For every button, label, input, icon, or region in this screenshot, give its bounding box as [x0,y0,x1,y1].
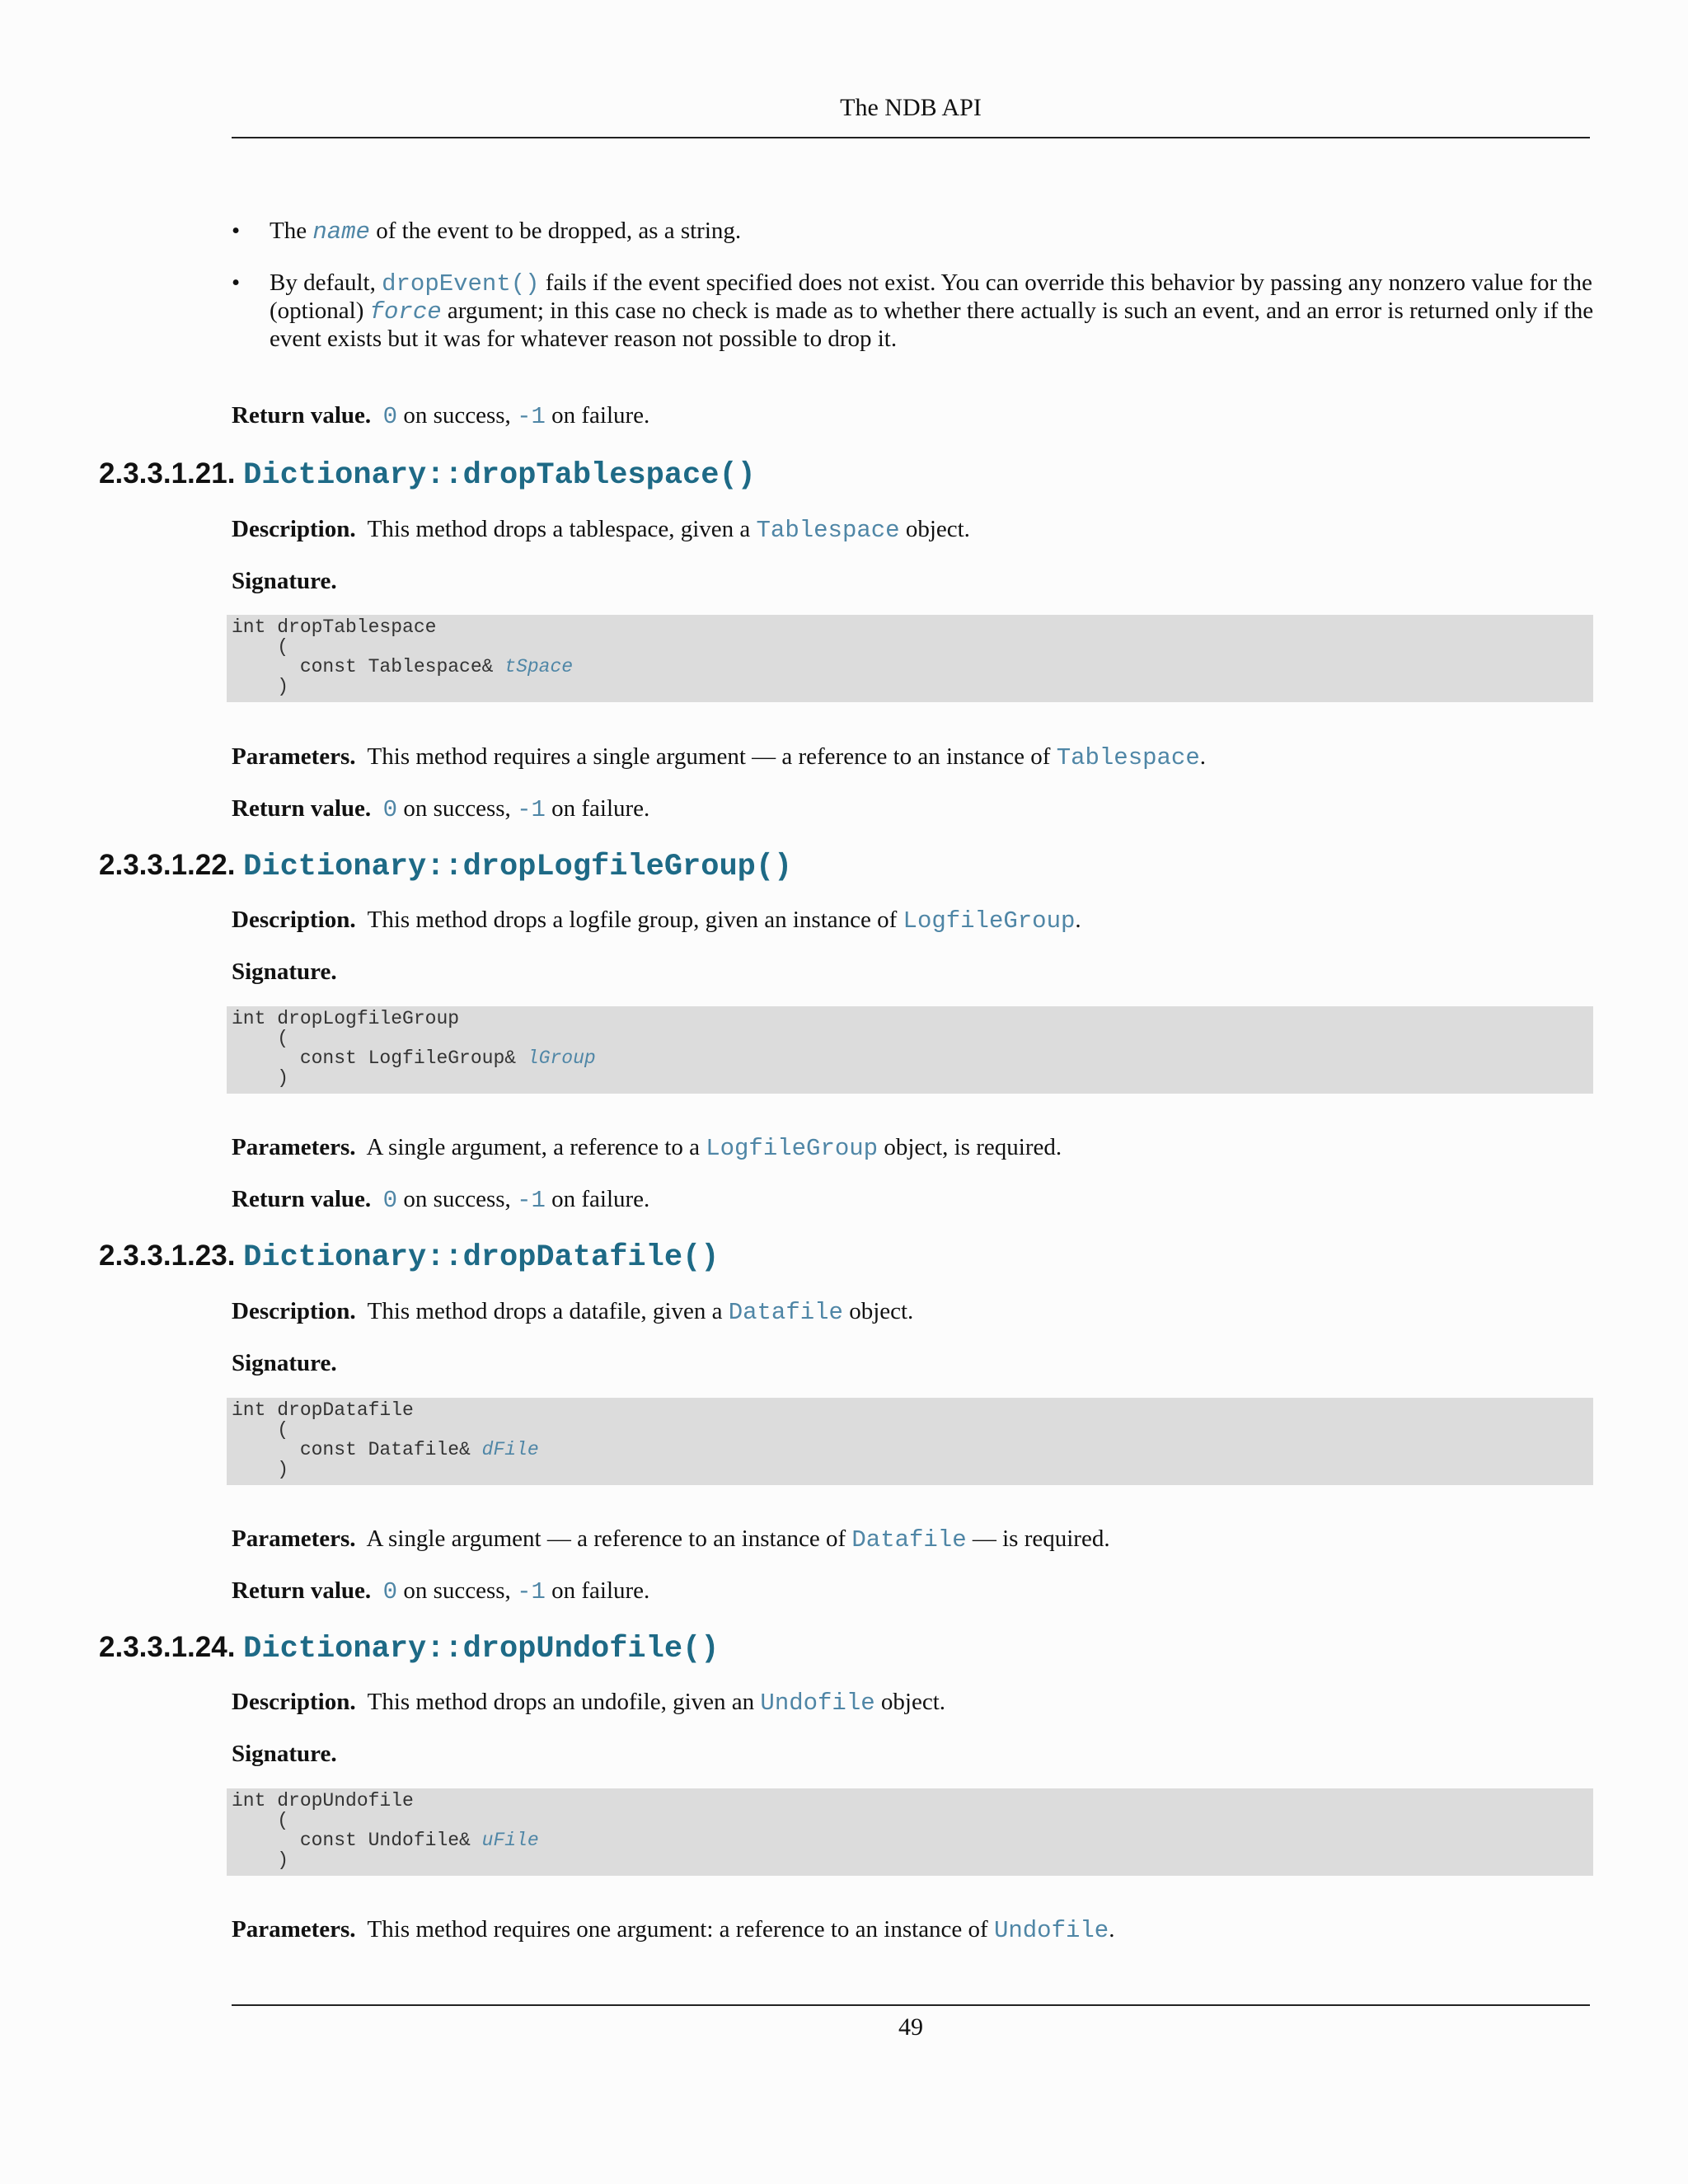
code-block: int dropDatafile ( const Datafile& dFile ) [227,1398,1593,1485]
code-link[interactable]: LogfileGroup [903,907,1076,935]
section-heading: 2.3.3.1.23. Dictionary::dropDatafile() [99,1240,720,1275]
section-heading: 2.3.3.1.21. Dictionary::dropTablespace() [99,457,756,493]
bullet-icon: • [232,269,241,296]
bullet-list [232,218,1600,377]
code-block: int dropUndofile ( const Undofile& uFile ) [227,1788,1593,1876]
page-number: 49 [898,2013,923,2041]
signature-label: Signature. [232,958,337,985]
header-rule [232,137,1590,138]
parameters-paragraph: Parameters. A single argument — a reference to an instance of Datafile — is required. [232,1526,1110,1554]
footer-rule [232,2004,1590,2006]
code-link[interactable]: Tablespace [756,517,900,544]
code-block: int dropTablespace ( const Tablespace& tSpace ) [227,615,1593,702]
description-paragraph: Description. This method drops a datafile, given a Datafile object. [232,1298,914,1326]
code-link[interactable]: LogfileGroup [706,1135,879,1162]
code-reference: force [369,298,442,326]
return-value-paragraph: Return value. 0 on success, -1 on failure. [232,402,650,430]
bullet-icon: • [232,218,241,244]
code-link[interactable]: Datafile [728,1299,843,1326]
code-block: int dropLogfileGroup ( const LogfileGroup& lGroup ) [227,1006,1593,1094]
code-link[interactable]: Undofile [993,1917,1109,1944]
parameters-paragraph: Parameters. This method requires one argument: a reference to an instance of Undofile. [232,1916,1115,1944]
code-link[interactable]: Undofile [760,1690,875,1717]
description-paragraph: Description. This method drops a logfile group, given an instance of LogfileGroup. [232,907,1081,935]
list-item: • The name of the event to be dropped, as a string. [232,218,742,246]
running-header: The NDB API [840,94,982,121]
code-link[interactable]: Datafile [851,1526,967,1554]
return-value-paragraph: Return value. 0 on success, -1 on failure. [232,795,650,823]
code-link[interactable]: dropEvent() [382,270,540,298]
code-link[interactable]: Tablespace [1056,744,1200,771]
description-paragraph: Description. This method drops an undofile, given an Undofile object. [232,1689,946,1717]
return-value-paragraph: Return value. 0 on success, -1 on failure. [232,1577,650,1605]
signature-label: Signature. [232,568,337,594]
parameters-paragraph: Parameters. A single argument, a reference to a LogfileGroup object, is required. [232,1134,1062,1162]
return-value-paragraph: Return value. 0 on success, -1 on failure. [232,1186,650,1214]
section-heading: 2.3.3.1.24. Dictionary::dropUndofile() [99,1631,720,1666]
list-item: • By default, dropEvent() fails if the event specified does not exist. You can override this behavior by passing any nonzero value for the (optional) force argument; in this case no check is made as to whether there actually is such an event, and an error is returned only if the event exists but it was for whatever reason not possible to drop it. [232,269,1594,352]
section-heading: 2.3.3.1.22. Dictionary::dropLogfileGroup() [99,849,793,884]
description-paragraph: Description. This method drops a tablespace, given a Tablespace object. [232,516,970,544]
signature-label: Signature. [232,1741,337,1767]
parameters-paragraph: Parameters. This method requires a single argument — a reference to an instance of Tablespace. [232,743,1206,771]
code-reference: name [312,218,370,246]
signature-label: Signature. [232,1350,337,1376]
